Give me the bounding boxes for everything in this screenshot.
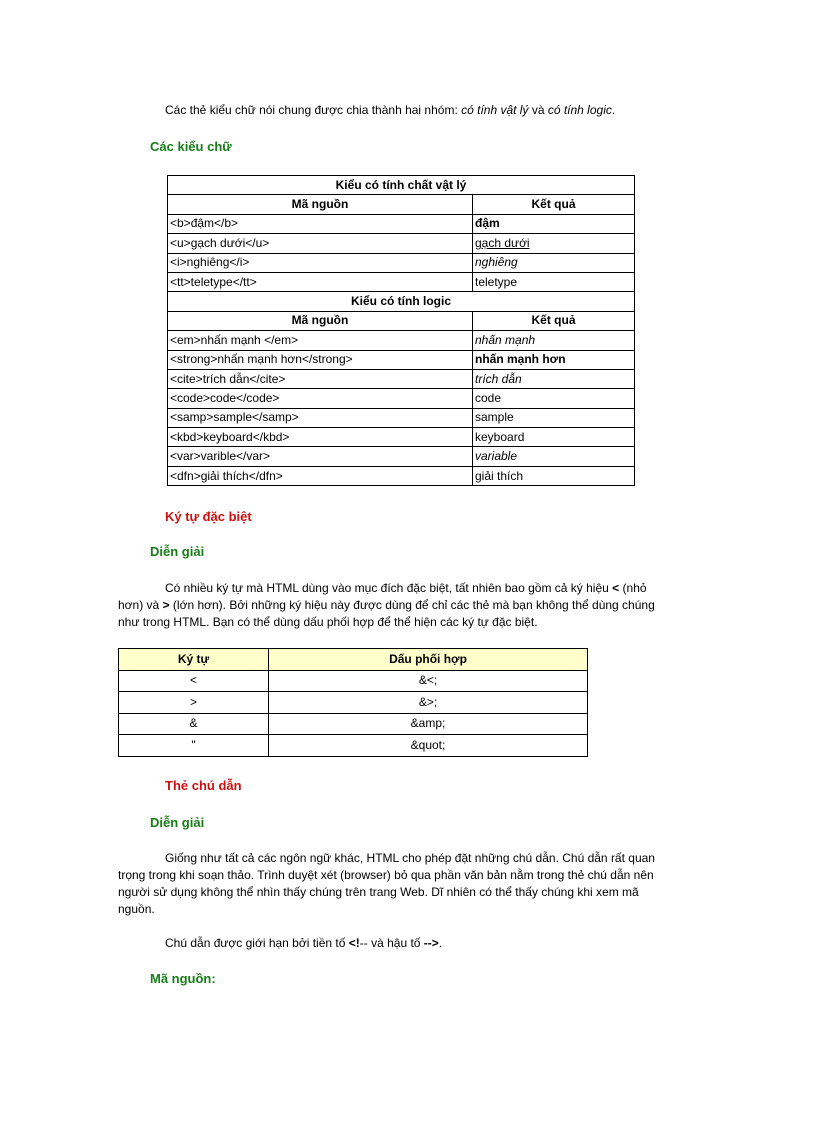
source-cell: <code>code</code> <box>168 389 473 408</box>
intro-paragraph <box>118 102 674 119</box>
result-cell: đậm <box>473 214 635 233</box>
styles-column-header <box>168 195 635 214</box>
source-cell: <cite>trích dẫn</cite> <box>168 369 473 388</box>
source-cell: <samp>sample</samp> <box>168 408 473 427</box>
intro-physical: có tính vật lý <box>461 103 529 117</box>
entity-cell: &quot; <box>269 735 588 757</box>
special-chars-table <box>118 648 588 757</box>
char-cell: > <box>119 692 269 714</box>
result-cell: nhấn mạnh hơn <box>473 350 635 369</box>
result-cell: giải thích <box>473 466 635 485</box>
table-row <box>168 272 635 291</box>
table-row <box>168 234 635 253</box>
char-cell: & <box>119 713 269 735</box>
heading-font-styles: Các kiểu chữ <box>150 139 232 154</box>
source-cell: <em>nhấn mạnh </em> <box>168 331 473 350</box>
col-header-entity: Dấu phối hợp <box>269 649 588 671</box>
intro-text: Các thẻ kiểu chữ nói chung được chia thành hai nhóm: <box>165 103 462 117</box>
table-row <box>119 692 588 714</box>
source-cell: <var>varible</var> <box>168 447 473 466</box>
table-row <box>168 350 635 369</box>
comment-paragraph-1: Giống như tất cả các ngôn ngữ khác, HTML cho phép đặt những chú dẫn. Chú dẫn rất quan trọng trong khi soạn thảo. Trình duyệt xét (browser) bỏ qua phần văn bản nằm trong thẻ chú dẫn nên người sử dụng không thể nhìn thấy chúng trên trang Web. Dĩ nhiên có thể thấy chúng khi xem mã nguồn. <box>118 851 655 916</box>
styles-column-header <box>168 311 635 330</box>
heading-comment-tag: Thẻ chú dẫn <box>165 778 242 793</box>
source-cell: <b>đậm</b> <box>168 214 473 233</box>
physical-styles-title-cell: Kiểu có tính chất vật lý <box>168 176 635 195</box>
result-cell: sample <box>473 408 635 427</box>
entity-cell: &<; <box>269 670 588 692</box>
table-row <box>119 713 588 735</box>
table-row <box>119 735 588 757</box>
entity-cell: &amp; <box>269 713 588 735</box>
table-row <box>168 428 635 447</box>
heading-special-chars: Ký tự đặc biệt <box>165 509 252 524</box>
table-row <box>168 389 635 408</box>
source-cell: <kbd>keyboard</kbd> <box>168 428 473 447</box>
col-header-source: Mã nguồn <box>168 195 473 214</box>
table-row <box>168 447 635 466</box>
heading-explain-2: Diễn giải <box>150 815 205 830</box>
source-cell: <i>nghiêng</i> <box>168 253 473 272</box>
intro-end: . <box>611 103 616 117</box>
source-cell: <u>gạch dưới</u> <box>168 234 473 253</box>
table-row <box>168 408 635 427</box>
char-cell: < <box>119 670 269 692</box>
physical-styles-title <box>168 176 635 195</box>
table-row <box>168 466 635 485</box>
col-header-char: Ký tự <box>119 649 269 671</box>
col-header-result: Kết quả <box>473 311 635 330</box>
intro-logical: có tính logic <box>547 103 612 117</box>
intro-and: và <box>528 103 548 117</box>
table-row <box>168 214 635 233</box>
result-cell: keyboard <box>473 428 635 447</box>
col-header-result: Kết quả <box>473 195 635 214</box>
result-cell: teletype <box>473 272 635 291</box>
result-cell: nghiêng <box>473 253 635 272</box>
char-cell: " <box>119 735 269 757</box>
special-chars-paragraph: Có nhiều ký tự mà HTML dùng vào mục đích đặc biệt, tất nhiên bao gồm cả ký hiệu < (nhỏ hơn) và > (lớn hơn). Bởi những ký hiệu này được dùng để chỉ các thẻ mà bạn không thể dùng chúng như trong HTML. Bạn có thể dùng dấu phối hợp để thể hiện các ký tự đặc biệt. <box>118 581 655 629</box>
logical-styles-title-cell: Kiểu có tính logic <box>168 292 635 311</box>
chars-column-header <box>119 649 588 671</box>
heading-source-code: Mã nguồn: <box>150 971 216 986</box>
source-cell: <strong>nhấn mạnh hơn</strong> <box>168 350 473 369</box>
source-cell: <dfn>giải thích</dfn> <box>168 466 473 485</box>
result-cell: nhấn mạnh <box>473 331 635 350</box>
table-row <box>119 670 588 692</box>
result-cell: gạch dưới <box>473 234 635 253</box>
entity-cell: &>; <box>269 692 588 714</box>
result-cell: trích dẫn <box>473 369 635 388</box>
col-header-source: Mã nguồn <box>168 311 473 330</box>
table-row <box>168 253 635 272</box>
logical-styles-title <box>168 292 635 311</box>
source-cell: <tt>teletype</tt> <box>168 272 473 291</box>
table-row <box>168 331 635 350</box>
font-styles-table <box>167 175 635 486</box>
table-row <box>168 369 635 388</box>
result-cell: code <box>473 389 635 408</box>
comment-paragraph-2: Chú dẫn được giới hạn bởi tiền tố <!-- và hậu tố -->. <box>165 936 443 950</box>
result-cell: variable <box>473 447 635 466</box>
heading-explain-1: Diễn giải <box>150 544 205 559</box>
